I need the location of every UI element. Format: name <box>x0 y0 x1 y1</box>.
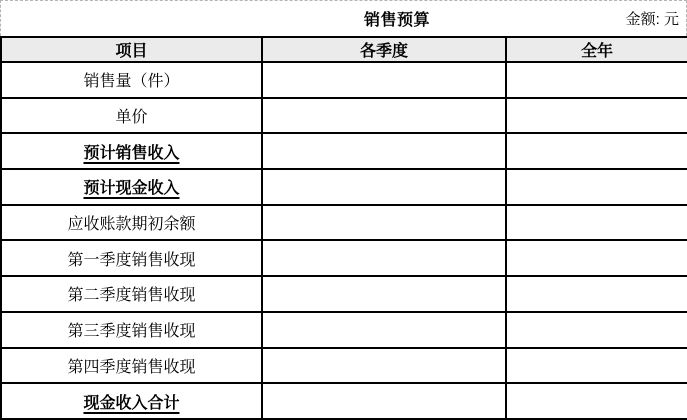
quarter-value-cell[interactable] <box>262 62 506 98</box>
row-label: 预计现金收入 <box>1 169 262 205</box>
unit-label: 金额: 元 <box>625 11 679 28</box>
table-row <box>1 169 687 205</box>
row-label: 第一季度销售收现 <box>1 240 262 276</box>
quarter-value-cell[interactable] <box>262 312 506 348</box>
quarter-value-cell[interactable] <box>262 348 506 384</box>
quarter-value-cell[interactable] <box>262 169 506 205</box>
year-value-cell[interactable] <box>506 62 687 98</box>
table-row <box>1 276 687 312</box>
year-value-cell[interactable] <box>506 348 687 384</box>
table-row <box>1 312 687 348</box>
title-row <box>0 0 687 36</box>
table-row <box>1 240 687 276</box>
year-value-cell[interactable] <box>506 276 687 312</box>
column-header-item: 项目 <box>1 37 262 62</box>
header-row <box>1 37 687 62</box>
row-label: 第三季度销售收现 <box>1 312 262 348</box>
table-row <box>1 98 687 134</box>
row-label: 预计销售收入 <box>1 133 262 169</box>
table-row <box>1 62 687 98</box>
sheet-title: 销售预算 <box>363 12 430 29</box>
year-value-cell[interactable] <box>506 383 687 419</box>
column-header-quarters: 各季度 <box>262 37 506 62</box>
table-row <box>1 348 687 384</box>
row-label: 第二季度销售收现 <box>1 276 262 312</box>
quarter-value-cell[interactable] <box>262 205 506 241</box>
table-row <box>1 133 687 169</box>
quarter-value-cell[interactable] <box>262 98 506 134</box>
column-header-year: 全年 <box>506 37 687 62</box>
year-value-cell[interactable] <box>506 240 687 276</box>
quarter-value-cell[interactable] <box>262 276 506 312</box>
quarter-value-cell[interactable] <box>262 133 506 169</box>
table-row <box>1 205 687 241</box>
table-row <box>1 383 687 419</box>
row-label: 应收账款期初余额 <box>1 205 262 241</box>
year-value-cell[interactable] <box>506 169 687 205</box>
year-value-cell[interactable] <box>506 133 687 169</box>
row-label: 销售量（件） <box>1 62 262 98</box>
year-value-cell[interactable] <box>506 312 687 348</box>
row-label: 现金收入合计 <box>1 383 262 419</box>
year-value-cell[interactable] <box>506 205 687 241</box>
row-label: 单价 <box>1 98 262 134</box>
budget-table <box>0 36 687 420</box>
row-label: 第四季度销售收现 <box>1 348 262 384</box>
quarter-value-cell[interactable] <box>262 240 506 276</box>
year-value-cell[interactable] <box>506 98 687 134</box>
quarter-value-cell[interactable] <box>262 383 506 419</box>
